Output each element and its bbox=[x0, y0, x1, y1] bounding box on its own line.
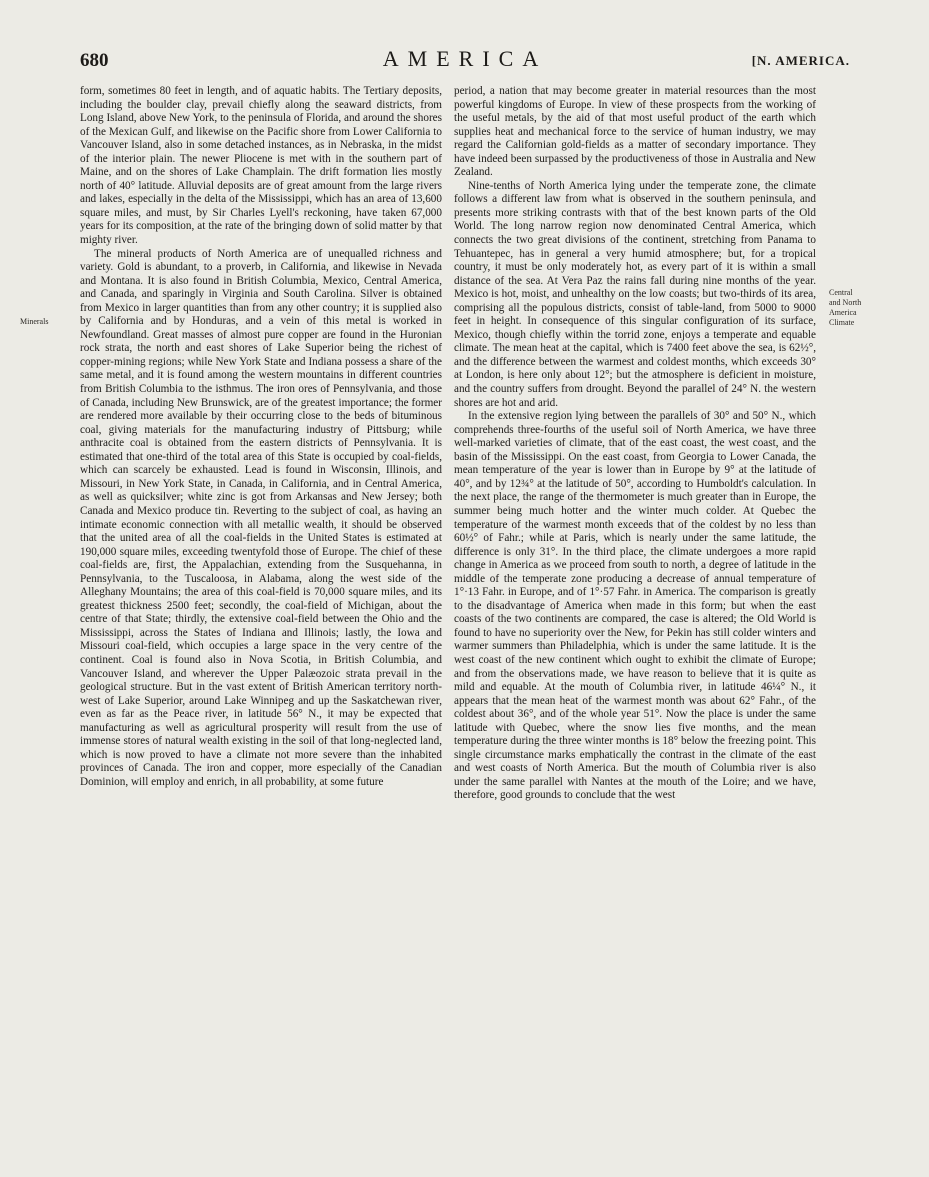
section-label: [N. AMERICA. bbox=[751, 53, 850, 68]
paragraph-temperate-region: In the extensive region lying between the parallels of 30° and 50° N., which comprehends three-fourths of the useful soil of North America, we have three well-marked varieties of climate, that of the east coast, the west coast, and the basin of the Mississippi. On the east coast, from Georgia to Lower Canada, the mean temperature of the year is lower than in Europe by 9° at the latitude of 40°, and by 12¾° at the latitude of 50°, according to Humboldt's calculation. In the next place, the range of the thermometer is much greater than in Europe, the summer being much hotter and the winter much colder. At Quebec the temperature of the warmest month exceeds that of the coldest by no less than 60½° of Fahr.; while at Paris, which is nearly under the same latitude, the difference is only 31°. In the third place, the climate undergoes a more rapid change in America as we proceed from south to north, a degree of latitude in the middle of the temperate zone producing a decrease of annual temperature of 1°·13 Fahr. in Europe, and of 1°·57 Fahr. in America. The comparison is greatly to the disadvantage of America when made in this form; but when the east coasts of the two continents are compared, the case is altered; the Old World is found to have no superiority over the New, for Pekin has still colder winters and warmer summers than Philadelphia, which is under the same latitude. It is the west coast of the new continent which ought to exhibit the climate of Europe; and from the observations made, we have reason to believe that it is quite as mild and equable. At the mouth of Columbia river, in latitude 46¼° N., it appears that the mean heat of the warmest month was about 62° Fahr., of the coldest about 36°, and of the whole year 51°. Now the place is under the same latitude with Quebec, where the snow lies five months, and the mean temperature during the three winter months is 18° below the freezing point. This single circumstance marks emphatically the contrast in the climate of the east and west coasts of North America. But the mouth of Columbia river is also under the same parallel with Nantes at the mouth of the Loire; and we have, therefore, good grounds to conclude that the west bbox=[454, 410, 816, 802]
right-column bbox=[454, 85, 816, 1160]
left-column bbox=[80, 85, 442, 1160]
margin-note-line: and North bbox=[829, 298, 862, 307]
page-header bbox=[80, 46, 850, 76]
page-number: 680 bbox=[80, 50, 109, 71]
margin-note-minerals: Minerals bbox=[20, 317, 49, 326]
paragraph: form, sometimes 80 feet in length, and of aquatic habits. The Tertiary deposits, including the boulder clay, prevail chiefly along the seaward districts, from Long Island, above New York, to the peninsula of Florida, and around the shores of the Mexican Gulf, and likewise on the Pacific shore from Lower California to Vancouver Island, also in some detached instances, as in Nebraska, in the midst of the interior plain. The newer Pliocene is met with in the southern part of Maine, and on the shores of Lake Champlain. The drift formation lies mostly north of 40° latitude. Alluvial deposits are of great amount from the large rivers and lakes, especially in the delta of the Mississippi, which has an area of 13,600 square miles, and must, by Sir Charles Lyell's reckoning, have taken 67,000 years for its composition, at the rate of the bringing down of solid matter by that mighty river. bbox=[80, 85, 442, 247]
margin-note-climate bbox=[829, 288, 889, 328]
margin-note-line: America bbox=[829, 308, 857, 317]
paragraph: period, a nation that may become greater in material resources than the most powerful kingdoms of Europe. In view of these prospects from the working of the useful metals, by the aid of that most useful product of the earth which supplies heat and mechanical force to the service of human industry, we may regard the Californian gold-fields as a matter of secondary importance. They have indeed been surpassed by the productiveness of those in Australia and New Zealand. bbox=[454, 85, 816, 179]
margin-note-line: Central bbox=[829, 288, 853, 297]
running-title: AMERICA bbox=[382, 46, 548, 71]
paragraph-climate: Nine-tenths of North America lying under the temperate zone, the climate follows a different law from what is observed in the southern peninsula, and presents more striking contrasts with that of the best known parts of the Old World. The long narrow region now denominated Central America, which connects the two great divisions of the continent, stretching from Panama to Tehuantepec, has in general a very humid atmosphere; but, for a tropical country, it must be only moderately hot, as every part of it is within a small distance of the sea. At Vera Paz the rains fall during nine months of the year. Mexico is hot, moist, and unhealthy on the low coasts; but two-thirds of its area, comprising all the populous districts, consist of table-land, from 5000 to 9000 feet in height. In consequence of this singular configuration of its surface, Mexico, though chiefly within the torrid zone, enjoys a temperate and equable climate. The mean heat at the capital, which is 7400 feet above the sea, is 62½°, and the difference between the warmest and coldest months, which exceeds 30° at London, is here only about 12°; but the atmosphere is deficient in moisture, and the country suffers from drought. Beyond the parallel of 24° N. the western shores are hot and arid. bbox=[454, 179, 816, 409]
margin-note-line: Climate bbox=[829, 318, 855, 327]
paragraph-minerals: The mineral products of North America are of unequalled richness and variety. Gold is abundant, to a proverb, in California, and likewise in Nevada and Montana. It is also found in British Columbia, Mexico, Central America, and Canada, and sparingly in Virginia and South Carolina. Silver is obtained from Mexico in larger quantities than from any other country; it is supplied also by California and by Honduras, and a vein of this metal is worked in Newfoundland. Great masses of almost pure copper are found in the Huronian rock strata, the north and east shores of Lake Superior being the richest of copper-mining regions; while New York State and Indiana possess a share of the same metal, and it is found among the western mountains in different countries from British Columbia to the isthmus. The iron ores of Pennsylvania, and those of Canada, including New Brunswick, are of the greatest importance; the former are rendered more available by their occurring close to the beds of bituminous coal, giving materials for the manufacturing industry of Pittsburg; while anthracite coal is obtained from the eastern districts of Pennsylvania. It is estimated that one-third of the total area of this State is occupied by coal-fields, which can scarcely be exhausted. Lead is found in Wisconsin, Illinois, and Missouri, in New York State, in Canada, in California, and in Central America, as well as quicksilver; white zinc is got from Arkansas and New Jersey; both Canada and Mexico produce tin. Reverting to the subject of coal, as having an intimate economic connection with all metallic wealth, it should be observed that the united area of all the coal-fields in the United States is estimated at 190,000 square miles, exceeding twentyfold those of Europe. The chief of these coal-fields are, first, the Appalachian, extending from the Susquehanna, in Pennsylvania, to the Tuscaloosa, in Alabama, along the west side of the Alleghany Mountains; the area of this coal-field is 70,000 square miles, and its greatest thickness 2500 feet; secondly, the coal-field of Michigan, about the centre of that State; thirdly, the extensive coal-field between the Ohio and the Mississippi, across the States of Indiana and Illinois; lastly, the Iowa and Missouri coal-field, which occupies a large space in the very centre of the continent. Coal is found also in Nova Scotia, in British Columbia, and Vancouver Island, and wherever the Upper Palæozoic strata prevail in the geological structure. But in the vast extent of British American territory north-west of Lake Superior, around Lake Winnipeg and up the Saskatchewan river, even as far as the Peace river, in latitude 56° N., it may be expected that manufacturing as well as agricultural prosperity will result from the use of immense stores of natural wealth existing in the soil of that long-neglected land, which is now proved to have a climate not more severe than the inhabited provinces of Canada. The iron and copper, more especially of the Canadian Dominion, will employ and enrich, in all probability, at some future bbox=[80, 247, 442, 788]
